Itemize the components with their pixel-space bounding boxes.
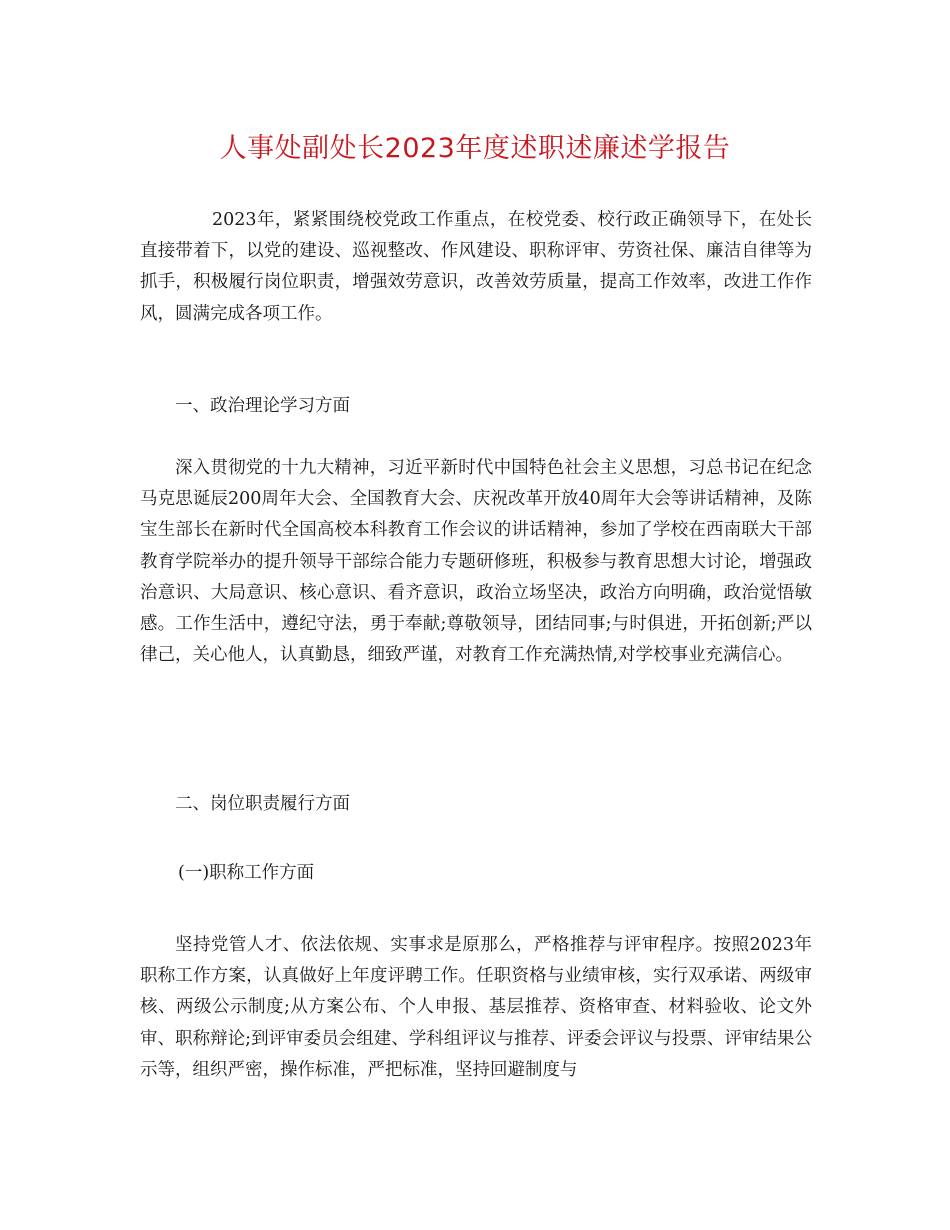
- section-heading-political-study: 一、政治理论学习方面: [175, 396, 350, 416]
- document-title: 人事处副处长2023年度述职述廉述学报告: [219, 133, 731, 164]
- intro-paragraph: 2023年，紧紧围绕校党政工作重点，在校党委、校行政正确领导下，在处长直接带着下，以党的建设、巡视整改、作风建设、职称评审、劳资社保、廉洁自律等为抓手，积极履行岗位职责，增强效劳意识，改善效劳质量，提高工作效率，改进工作作风，圆满完成各项工作。: [140, 210, 812, 324]
- subsection-heading-title-work: (一)职称工作方面: [178, 863, 315, 883]
- section-heading-duty-performance: 二、岗位职责履行方面: [175, 794, 350, 814]
- political-study-paragraph: 深入贯彻党的十九大精神，习近平新时代中国特色社会主义思想，习总书记在纪念马克思诞辰200周年大会、全国教育大会、庆祝改革开放40周年大会等讲话精神，及陈宝生部长在新时代全国高校本科教育工作会议的讲话精神，参加了学校在西南联大干部教育学院举办的提升领导干部综合能力专题研修班，积极参与教育思想大讨论，增强政治意识、大局意识、核心意识、看齐意识，政治立场坚决，政治方向明确，政治觉悟敏感。工作生活中，遵纪守法，勇于奉献;尊敬领导，团结同事;与时俱进，开拓创新;严以律己，关心他人，认真勤恳，细致严谨，对教育工作充满热情,对学校事业充满信心。: [140, 458, 812, 666]
- title-work-paragraph: 坚持党管人才、依法依规、实事求是原那么，严格推荐与评审程序。按照2023年职称工作方案，认真做好上年度评聘工作。任职资格与业绩审核，实行双承诺、两级审核、两级公示制度;从方案公布、个人申报、基层推荐、资格审查、材料验收、论文外审、职称辩论;到评审委员会组建、学科组评议与推荐、评委会评议与投票、评审结果公示等，组织严密，操作标准，严把标准，坚持回避制度与: [140, 935, 812, 1080]
